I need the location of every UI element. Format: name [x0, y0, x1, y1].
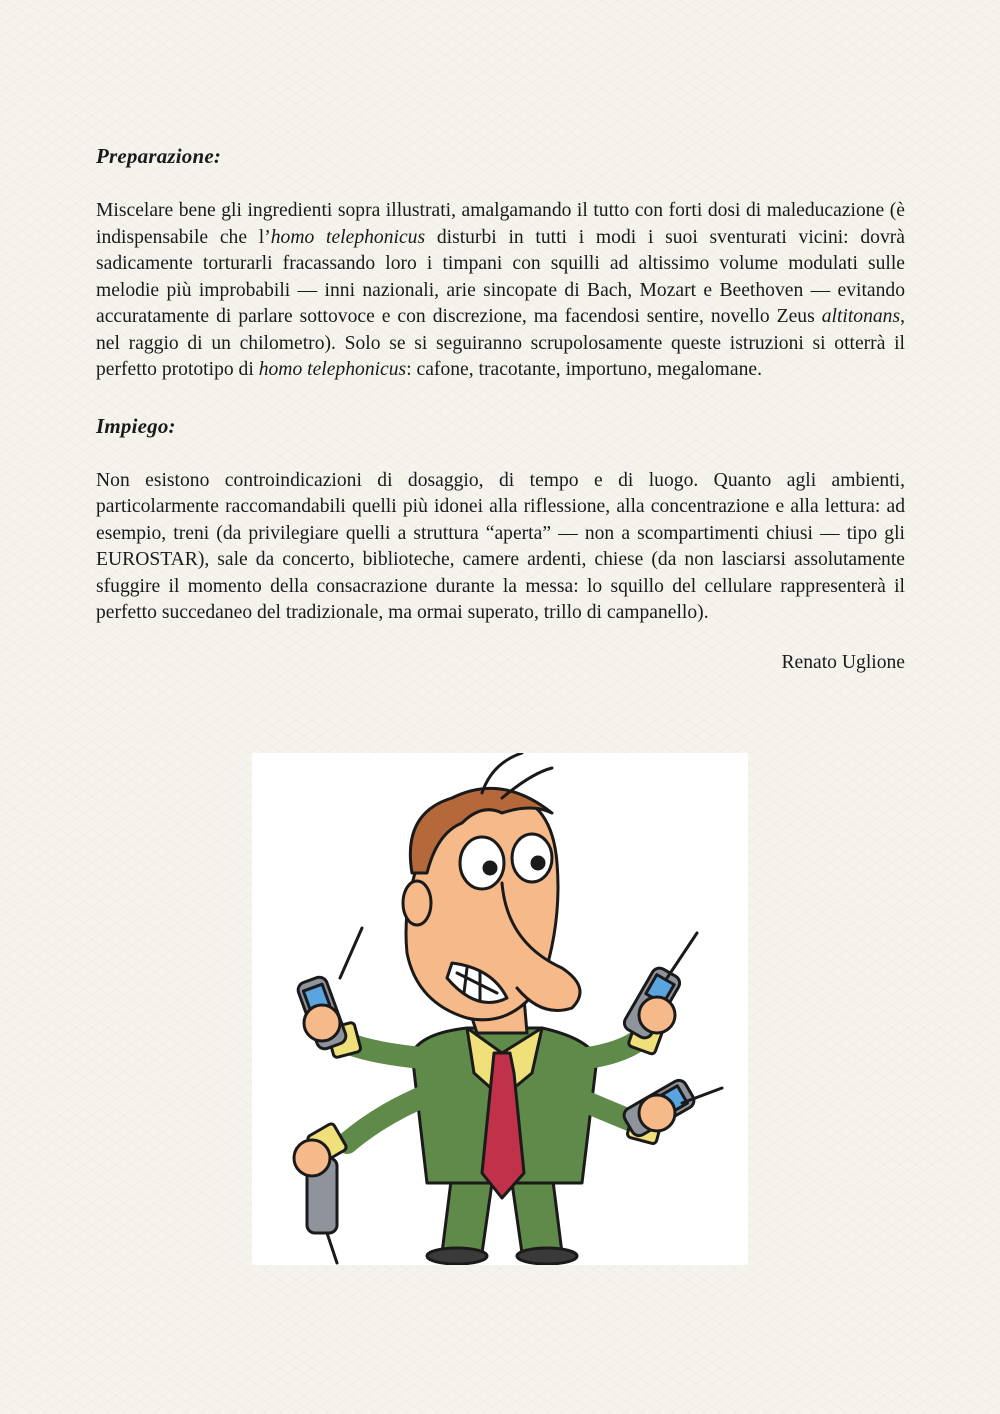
section-heading-impiego: Impiego: — [96, 413, 176, 438]
paragraph-preparazione — [96, 198, 905, 384]
document-page — [96, 140, 905, 677]
text-run: , nel raggio di un chilometro). Solo se si seguiranno scrupolosamente queste istruzioni si otterrà il perfetto prototipo di — [96, 306, 905, 380]
paragraph-impiego: Non esistono controindicazioni di dosaggio, di tempo e di luogo. Quanto agli ambienti, particolarmente raccomandabili quelli più idonei alla riflessione, alla concentrazione e alla lettura: ad esempio, treni (da privilegiare quelli a struttura “aperta” — non a scompartimenti chiusi — tipo gli EUROSTAR), sale da concerto, biblioteche, camere ardenti, chiese (da non lasciarsi assolutamente sfuggire il momento della consacrazione durante la messa: lo squillo del cellulare rappresenterà il perfetto succedaneo del tradizionale, ma ormai superato, trillo di campanello). — [96, 469, 905, 623]
text-run: Miscelare bene gli ingredienti sopra illustrati, amalgamando il tutto con forti dosi di maleducazione (è indispensabile che l’ — [96, 200, 905, 248]
italic-term: homo telephonicus — [258, 359, 407, 380]
text-run: : cafone, tracotante, importuno, megalomane. — [406, 359, 763, 380]
cartoon-man-with-four-cellphones-icon — [252, 753, 748, 1265]
italic-term: altitonans — [821, 306, 901, 327]
author-signature: Renato Uglione — [781, 651, 905, 673]
cartoon-illustration — [252, 753, 748, 1265]
section-heading-preparazione: Preparazione: — [96, 144, 222, 168]
italic-term: homo telephonicus — [270, 226, 426, 248]
text-run: disturbi in tutti i modi i suoi sventurati vicini: dovrà sadicamente torturarli fracassando loro i timpani con squilli ad altissimo volume modulati sulle melodie più improbabili — inni nazionali, arie sincopate di Bach, Mozart e Beethoven — evitando accuratamente di parlare sottovoce e con discrezione, ma facendosi sentire, novello Zeus — [96, 226, 905, 327]
